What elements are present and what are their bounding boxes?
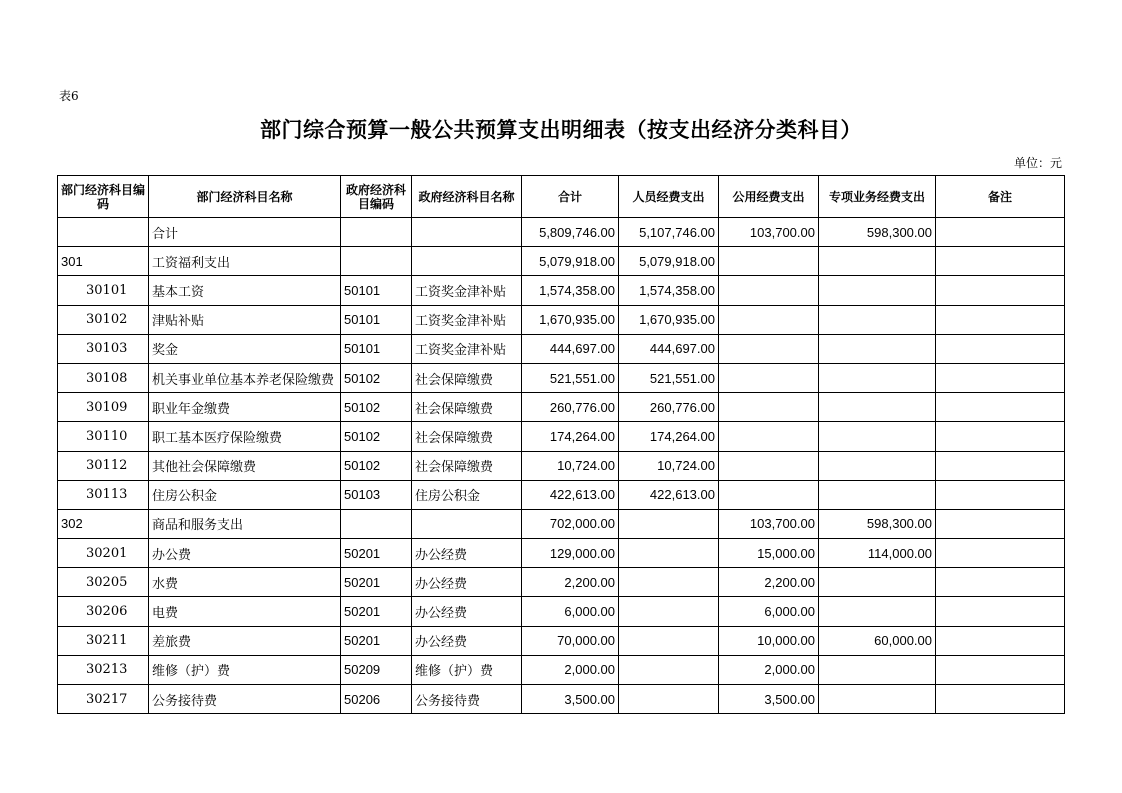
cell-personnel bbox=[619, 685, 719, 714]
cell-dept-name: 住房公积金 bbox=[149, 480, 341, 509]
cell-public: 2,000.00 bbox=[719, 655, 819, 684]
cell-dept-name: 差旅费 bbox=[149, 626, 341, 655]
cell-public: 10,000.00 bbox=[719, 626, 819, 655]
cell-personnel: 422,613.00 bbox=[619, 480, 719, 509]
cell-personnel bbox=[619, 509, 719, 538]
budget-table bbox=[57, 175, 1065, 714]
table-number: 表6 bbox=[59, 89, 79, 103]
cell-gov-name: 社会保障缴费 bbox=[412, 451, 522, 480]
cell-gov-code: 50101 bbox=[341, 305, 412, 334]
cell-dept-code bbox=[58, 218, 149, 247]
cell-gov-name: 住房公积金 bbox=[412, 480, 522, 509]
cell-gov-name: 社会保障缴费 bbox=[412, 363, 522, 392]
cell-total: 1,670,935.00 bbox=[522, 305, 619, 334]
cell-personnel bbox=[619, 626, 719, 655]
cell-note bbox=[936, 480, 1065, 509]
cell-public bbox=[719, 305, 819, 334]
cell-public: 3,500.00 bbox=[719, 685, 819, 714]
cell-public: 103,700.00 bbox=[719, 218, 819, 247]
cell-dept-name: 机关事业单位基本养老保险缴费 bbox=[149, 363, 341, 392]
header-dept-code: 部门经济科目编码 bbox=[58, 176, 149, 218]
cell-gov-code: 50201 bbox=[341, 539, 412, 568]
cell-personnel: 10,724.00 bbox=[619, 451, 719, 480]
cell-dept-code: 30108 bbox=[58, 363, 149, 392]
cell-note bbox=[936, 568, 1065, 597]
cell-gov-name: 社会保障缴费 bbox=[412, 393, 522, 422]
cell-personnel: 1,574,358.00 bbox=[619, 276, 719, 305]
cell-public: 103,700.00 bbox=[719, 509, 819, 538]
cell-total: 1,574,358.00 bbox=[522, 276, 619, 305]
header-note: 备注 bbox=[936, 176, 1065, 218]
cell-special bbox=[819, 247, 936, 276]
cell-gov-code: 50201 bbox=[341, 568, 412, 597]
page-title: 部门综合预算一般公共预算支出明细表（按支出经济分类科目） bbox=[260, 117, 862, 142]
cell-gov-code: 50101 bbox=[341, 276, 412, 305]
cell-personnel bbox=[619, 597, 719, 626]
cell-total: 2,200.00 bbox=[522, 568, 619, 597]
table-row bbox=[58, 247, 1065, 276]
cell-special bbox=[819, 363, 936, 392]
cell-total: 521,551.00 bbox=[522, 363, 619, 392]
cell-dept-code: 30213 bbox=[58, 655, 149, 684]
cell-dept-name: 公务接待费 bbox=[149, 685, 341, 714]
cell-gov-code: 50102 bbox=[341, 363, 412, 392]
cell-dept-name: 其他社会保障缴费 bbox=[149, 451, 341, 480]
cell-public bbox=[719, 422, 819, 451]
cell-dept-name: 基本工资 bbox=[149, 276, 341, 305]
cell-special bbox=[819, 305, 936, 334]
cell-dept-name: 工资福利支出 bbox=[149, 247, 341, 276]
cell-gov-name: 工资奖金津补贴 bbox=[412, 334, 522, 363]
table-row bbox=[58, 276, 1065, 305]
cell-dept-name: 津贴补贴 bbox=[149, 305, 341, 334]
cell-dept-name: 商品和服务支出 bbox=[149, 509, 341, 538]
cell-gov-code: 50102 bbox=[341, 393, 412, 422]
cell-total: 70,000.00 bbox=[522, 626, 619, 655]
table-row bbox=[58, 626, 1065, 655]
cell-note bbox=[936, 685, 1065, 714]
cell-note bbox=[936, 597, 1065, 626]
cell-note bbox=[936, 218, 1065, 247]
cell-public: 2,200.00 bbox=[719, 568, 819, 597]
header-personnel: 人员经费支出 bbox=[619, 176, 719, 218]
cell-special bbox=[819, 655, 936, 684]
table-row bbox=[58, 685, 1065, 714]
cell-public: 15,000.00 bbox=[719, 539, 819, 568]
cell-dept-code: 302 bbox=[58, 509, 149, 538]
cell-gov-name: 工资奖金津补贴 bbox=[412, 305, 522, 334]
cell-special bbox=[819, 422, 936, 451]
cell-gov-name bbox=[412, 218, 522, 247]
cell-public bbox=[719, 334, 819, 363]
header-public: 公用经费支出 bbox=[719, 176, 819, 218]
cell-total: 260,776.00 bbox=[522, 393, 619, 422]
cell-gov-code: 50209 bbox=[341, 655, 412, 684]
cell-dept-code: 30205 bbox=[58, 568, 149, 597]
cell-gov-name: 办公经费 bbox=[412, 626, 522, 655]
header-dept-name: 部门经济科目名称 bbox=[149, 176, 341, 218]
cell-special: 114,000.00 bbox=[819, 539, 936, 568]
cell-public bbox=[719, 276, 819, 305]
cell-note bbox=[936, 539, 1065, 568]
table-row bbox=[58, 509, 1065, 538]
cell-public: 6,000.00 bbox=[719, 597, 819, 626]
cell-note bbox=[936, 276, 1065, 305]
cell-special bbox=[819, 276, 936, 305]
cell-gov-code: 50201 bbox=[341, 597, 412, 626]
cell-total: 5,809,746.00 bbox=[522, 218, 619, 247]
cell-gov-code bbox=[341, 218, 412, 247]
cell-note bbox=[936, 247, 1065, 276]
cell-gov-name: 公务接待费 bbox=[412, 685, 522, 714]
cell-dept-code: 30112 bbox=[58, 451, 149, 480]
cell-dept-code: 30101 bbox=[58, 276, 149, 305]
cell-public bbox=[719, 363, 819, 392]
cell-note bbox=[936, 305, 1065, 334]
cell-note bbox=[936, 334, 1065, 363]
cell-gov-code: 50206 bbox=[341, 685, 412, 714]
cell-dept-name: 职业年金缴费 bbox=[149, 393, 341, 422]
cell-special: 598,300.00 bbox=[819, 509, 936, 538]
cell-note bbox=[936, 626, 1065, 655]
table-row bbox=[58, 218, 1065, 247]
cell-dept-code: 30102 bbox=[58, 305, 149, 334]
table-row bbox=[58, 334, 1065, 363]
cell-gov-code bbox=[341, 247, 412, 276]
header-gov-name: 政府经济科目名称 bbox=[412, 176, 522, 218]
cell-note bbox=[936, 655, 1065, 684]
cell-personnel: 260,776.00 bbox=[619, 393, 719, 422]
cell-dept-name: 办公费 bbox=[149, 539, 341, 568]
table-row bbox=[58, 393, 1065, 422]
cell-total: 2,000.00 bbox=[522, 655, 619, 684]
table-row bbox=[58, 568, 1065, 597]
cell-gov-code bbox=[341, 509, 412, 538]
cell-gov-name: 办公经费 bbox=[412, 539, 522, 568]
cell-dept-code: 30103 bbox=[58, 334, 149, 363]
header-special: 专项业务经费支出 bbox=[819, 176, 936, 218]
cell-dept-name: 合计 bbox=[149, 218, 341, 247]
cell-public bbox=[719, 451, 819, 480]
cell-special bbox=[819, 451, 936, 480]
cell-personnel: 5,107,746.00 bbox=[619, 218, 719, 247]
cell-total: 174,264.00 bbox=[522, 422, 619, 451]
cell-gov-name: 工资奖金津补贴 bbox=[412, 276, 522, 305]
cell-total: 422,613.00 bbox=[522, 480, 619, 509]
table-header-row bbox=[58, 176, 1065, 218]
table-row bbox=[58, 422, 1065, 451]
cell-gov-name: 办公经费 bbox=[412, 568, 522, 597]
cell-total: 444,697.00 bbox=[522, 334, 619, 363]
cell-note bbox=[936, 422, 1065, 451]
table-row bbox=[58, 363, 1065, 392]
cell-dept-name: 奖金 bbox=[149, 334, 341, 363]
cell-gov-code: 50103 bbox=[341, 480, 412, 509]
header-gov-code: 政府经济科目编码 bbox=[341, 176, 412, 218]
cell-note bbox=[936, 393, 1065, 422]
cell-special: 60,000.00 bbox=[819, 626, 936, 655]
cell-total: 129,000.00 bbox=[522, 539, 619, 568]
cell-dept-name: 维修（护）费 bbox=[149, 655, 341, 684]
cell-gov-name bbox=[412, 247, 522, 276]
cell-personnel: 5,079,918.00 bbox=[619, 247, 719, 276]
table-row bbox=[58, 655, 1065, 684]
cell-dept-code: 301 bbox=[58, 247, 149, 276]
cell-special bbox=[819, 685, 936, 714]
cell-personnel bbox=[619, 539, 719, 568]
cell-special: 598,300.00 bbox=[819, 218, 936, 247]
cell-total: 10,724.00 bbox=[522, 451, 619, 480]
cell-special bbox=[819, 334, 936, 363]
cell-dept-code: 30109 bbox=[58, 393, 149, 422]
cell-note bbox=[936, 363, 1065, 392]
cell-personnel: 444,697.00 bbox=[619, 334, 719, 363]
cell-gov-name: 社会保障缴费 bbox=[412, 422, 522, 451]
cell-public bbox=[719, 480, 819, 509]
cell-gov-code: 50102 bbox=[341, 422, 412, 451]
table-row bbox=[58, 597, 1065, 626]
table-row bbox=[58, 305, 1065, 334]
cell-dept-name: 电费 bbox=[149, 597, 341, 626]
cell-dept-code: 30201 bbox=[58, 539, 149, 568]
cell-personnel bbox=[619, 655, 719, 684]
cell-note bbox=[936, 509, 1065, 538]
table-row bbox=[58, 539, 1065, 568]
cell-gov-name: 办公经费 bbox=[412, 597, 522, 626]
cell-gov-name: 维修（护）费 bbox=[412, 655, 522, 684]
cell-dept-code: 30206 bbox=[58, 597, 149, 626]
cell-dept-code: 30110 bbox=[58, 422, 149, 451]
unit-label: 单位：元 bbox=[1013, 156, 1062, 170]
cell-dept-code: 30211 bbox=[58, 626, 149, 655]
header-total: 合计 bbox=[522, 176, 619, 218]
cell-gov-code: 50201 bbox=[341, 626, 412, 655]
cell-total: 702,000.00 bbox=[522, 509, 619, 538]
cell-personnel: 174,264.00 bbox=[619, 422, 719, 451]
cell-special bbox=[819, 393, 936, 422]
cell-note bbox=[936, 451, 1065, 480]
cell-public bbox=[719, 393, 819, 422]
cell-dept-name: 水费 bbox=[149, 568, 341, 597]
table-row bbox=[58, 480, 1065, 509]
cell-dept-code: 30113 bbox=[58, 480, 149, 509]
table-row bbox=[58, 451, 1065, 480]
cell-special bbox=[819, 480, 936, 509]
cell-gov-code: 50101 bbox=[341, 334, 412, 363]
cell-gov-code: 50102 bbox=[341, 451, 412, 480]
cell-dept-name: 职工基本医疗保险缴费 bbox=[149, 422, 341, 451]
cell-total: 5,079,918.00 bbox=[522, 247, 619, 276]
cell-personnel bbox=[619, 568, 719, 597]
cell-gov-name bbox=[412, 509, 522, 538]
cell-public bbox=[719, 247, 819, 276]
cell-special bbox=[819, 568, 936, 597]
cell-dept-code: 30217 bbox=[58, 685, 149, 714]
cell-personnel: 1,670,935.00 bbox=[619, 305, 719, 334]
cell-personnel: 521,551.00 bbox=[619, 363, 719, 392]
cell-total: 3,500.00 bbox=[522, 685, 619, 714]
cell-special bbox=[819, 597, 936, 626]
cell-total: 6,000.00 bbox=[522, 597, 619, 626]
